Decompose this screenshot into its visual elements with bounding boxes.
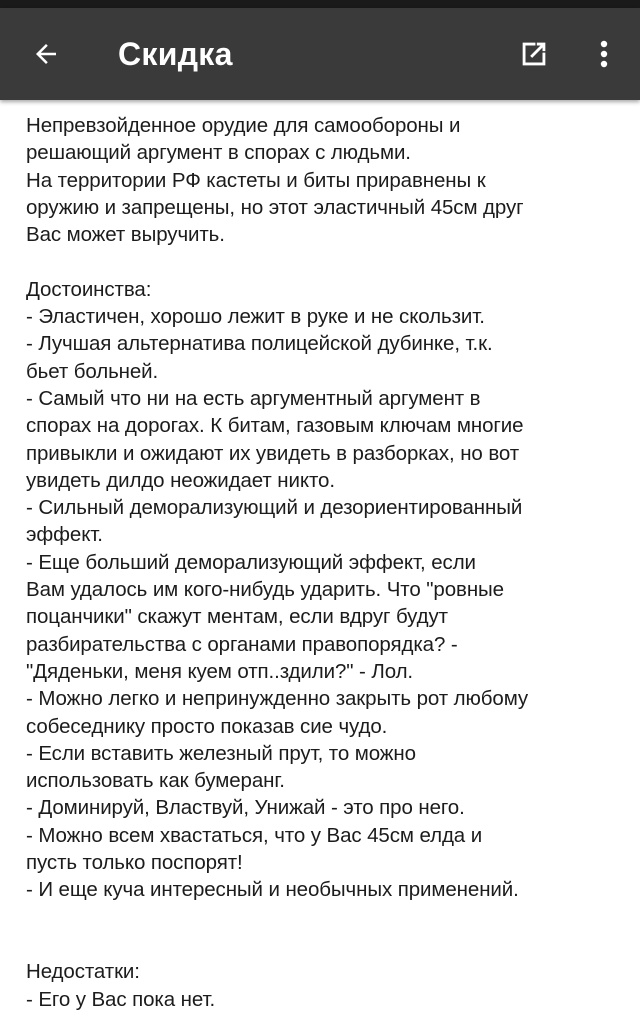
advantage-line: разбирательства с органами правопорядка? - bbox=[26, 632, 458, 656]
description-text bbox=[26, 112, 626, 1013]
advantage-line: - И еще куча интересный и необычных применений. bbox=[26, 878, 519, 902]
advantages-heading: Достоинства: bbox=[26, 277, 152, 301]
advantage-line: собеседнику просто показав сие чудо. bbox=[26, 714, 388, 738]
paragraph-gap bbox=[26, 904, 626, 959]
advantage-line: - Сильный деморализующий и дезориентированный bbox=[26, 496, 523, 520]
open-in-new-icon bbox=[517, 37, 551, 76]
advantage-line: - Можно легко и непринужденно закрыть рот любому bbox=[26, 687, 529, 711]
more-vert-icon bbox=[599, 39, 609, 74]
intro-line: Вас может выручить. bbox=[26, 223, 225, 247]
advantage-line: - Эластичен, хорошо лежит в руке и не скользит. bbox=[26, 305, 485, 329]
more-options-button[interactable] bbox=[580, 32, 628, 80]
advantage-line: - Доминируй, Властвуй, Унижай - это про него. bbox=[26, 796, 465, 820]
advantage-line: - Самый что ни на есть аргументный аргумент в bbox=[26, 386, 481, 410]
disadvantages-heading: Недостатки: bbox=[26, 960, 140, 984]
advantage-line: увидеть дилдо неожидает никто. bbox=[26, 468, 335, 492]
page-title: Скидка bbox=[118, 36, 233, 72]
advantage-line: - Можно всем хвастаться, что у Вас 45см елда и bbox=[26, 823, 483, 847]
intro-line: Непревзойденное орудие для самообороны и bbox=[26, 114, 461, 137]
advantage-line: спорах на дорогах. К битам, газовым ключам многие bbox=[26, 414, 524, 438]
advantage-line: "Дяденьки, меня куем отп..здили?" - Лол. bbox=[26, 659, 414, 683]
disadvantage-line: - Его у Вас пока нет. bbox=[26, 987, 216, 1011]
intro-line: оружию и запрещены, но этот эластичный 45см друг bbox=[26, 195, 524, 219]
advantage-line: использовать как бумеранг. bbox=[26, 769, 285, 793]
advantage-line: эффект. bbox=[26, 523, 103, 547]
advantage-line: Вам удалось им кого-нибудь ударить. Что "ровные bbox=[26, 578, 504, 602]
advantage-line: поцанчики" скажут ментам, если вдруг будут bbox=[26, 605, 448, 629]
paragraph-gap bbox=[26, 248, 626, 275]
status-bar bbox=[0, 0, 640, 8]
advantage-line: пусть только поспорят! bbox=[26, 851, 243, 875]
advantage-line: - Если вставить железный прут, то можно bbox=[26, 741, 416, 765]
advantage-line: - Лучшая альтернатива полицейской дубинке, т.к. bbox=[26, 332, 493, 356]
advantage-line: бьет больней. bbox=[26, 359, 159, 383]
app-bar bbox=[0, 8, 640, 100]
arrow-back-icon bbox=[31, 39, 61, 74]
intro-line: На территории РФ кастеты и биты приравнены к bbox=[26, 168, 486, 192]
advantage-line: - Еще больший деморализующий эффект, если bbox=[26, 550, 476, 574]
back-button[interactable] bbox=[22, 32, 70, 80]
edit-button[interactable] bbox=[510, 32, 558, 80]
advantage-line: привыкли и ожидают их увидеть в разборках, но вот bbox=[26, 441, 520, 465]
intro-line: решающий аргумент в спорах с людьми. bbox=[26, 141, 411, 165]
